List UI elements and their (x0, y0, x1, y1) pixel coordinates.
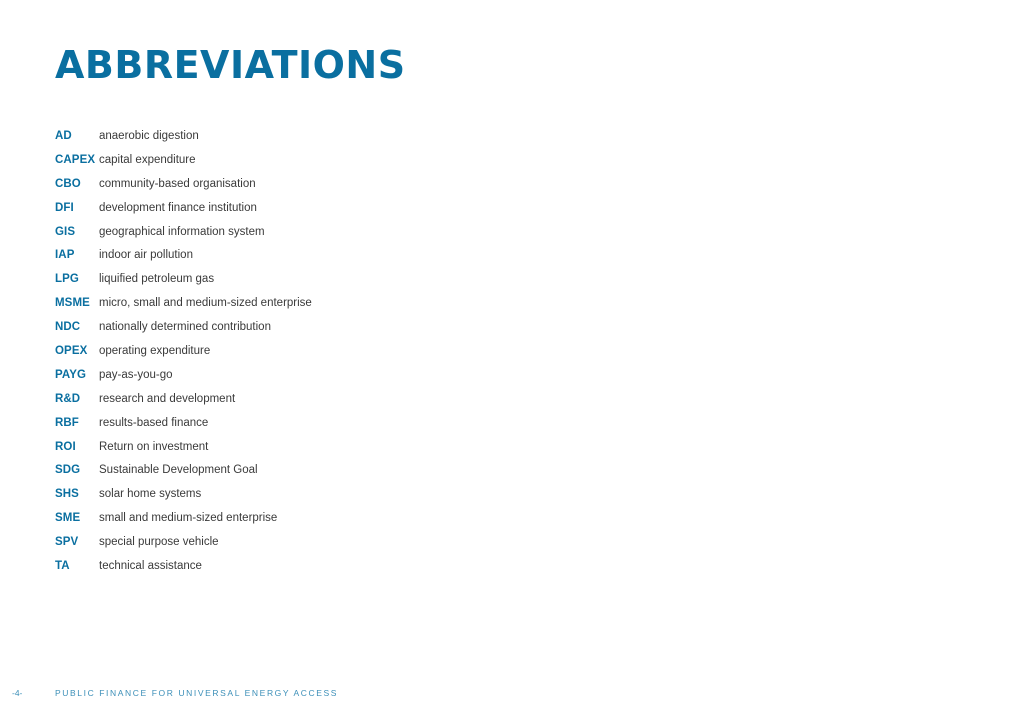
abbreviation-code: GIS (55, 225, 76, 238)
page-number: -4- (12, 688, 23, 698)
abbreviation-row (55, 148, 312, 172)
abbreviation-row (55, 482, 312, 506)
abbreviation-definition: solar home systems (99, 488, 202, 501)
abbreviation-code: SHS (55, 488, 79, 501)
abbreviation-code: AD (55, 129, 72, 142)
abbreviation-definition: development finance institution (99, 201, 257, 214)
abbreviation-row (55, 506, 312, 530)
page-footer (0, 688, 600, 702)
abbreviation-list (55, 124, 312, 578)
abbreviation-definition: technical assistance (99, 559, 202, 572)
abbreviation-definition: liquified petroleum gas (99, 273, 215, 286)
abbreviation-row (55, 267, 312, 291)
abbreviation-row (55, 172, 312, 196)
abbreviation-row (55, 291, 312, 315)
abbreviation-code: SME (55, 512, 81, 525)
abbreviation-definition: nationally determined contribution (99, 321, 271, 334)
abbreviation-definition: indoor air pollution (99, 249, 193, 262)
abbreviation-definition: Sustainable Development Goal (99, 464, 258, 477)
abbreviation-row (55, 411, 312, 435)
abbreviation-code: PAYG (55, 368, 87, 381)
abbreviation-definition: operating expenditure (99, 344, 211, 357)
abbreviation-definition: pay-as-you-go (99, 368, 173, 381)
abbreviation-code: TA (55, 559, 70, 572)
abbreviation-row (55, 363, 312, 387)
abbreviation-code: NDC (55, 321, 81, 334)
abbreviation-row (55, 387, 312, 411)
abbreviation-definition: micro, small and medium-sized enterprise (99, 297, 312, 310)
abbreviation-code: CBO (55, 177, 81, 190)
abbreviation-row (55, 196, 312, 220)
abbreviation-definition: research and development (99, 392, 236, 405)
abbreviation-row (55, 243, 312, 267)
abbreviation-code: R&D (55, 392, 81, 405)
abbreviation-definition: Return on investment (99, 440, 209, 453)
page-title: ABBREVIATIONS (55, 43, 406, 87)
abbreviation-definition: capital expenditure (99, 153, 196, 166)
abbreviation-row (55, 458, 312, 482)
abbreviation-code: SPV (55, 536, 79, 549)
abbreviation-row (55, 554, 312, 578)
abbreviation-definition: geographical information system (99, 225, 265, 238)
abbreviation-row (55, 530, 312, 554)
abbreviation-code: CAPEX (55, 153, 96, 166)
abbreviation-definition: small and medium-sized enterprise (99, 512, 278, 525)
abbreviation-code: IAP (55, 249, 75, 262)
abbreviation-code: MSME (55, 297, 90, 310)
abbreviation-row (55, 124, 312, 148)
running-title: PUBLIC FINANCE FOR UNIVERSAL ENERGY ACCESS (55, 688, 339, 698)
abbreviation-definition: results-based finance (99, 416, 209, 429)
abbreviation-row (55, 315, 312, 339)
abbreviation-code: ROI (55, 440, 76, 453)
abbreviation-code: RBF (55, 416, 79, 429)
abbreviation-row (55, 435, 312, 459)
abbreviation-code: LPG (55, 273, 79, 286)
abbreviation-row (55, 339, 312, 363)
abbreviation-code: DFI (55, 201, 74, 214)
abbreviation-code: SDG (55, 464, 81, 477)
abbreviation-definition: special purpose vehicle (99, 536, 219, 549)
abbreviation-row (55, 220, 312, 244)
abbreviation-definition: anaerobic digestion (99, 129, 199, 142)
abbreviation-code: OPEX (55, 344, 88, 357)
abbreviation-definition: community-based organisation (99, 177, 256, 190)
